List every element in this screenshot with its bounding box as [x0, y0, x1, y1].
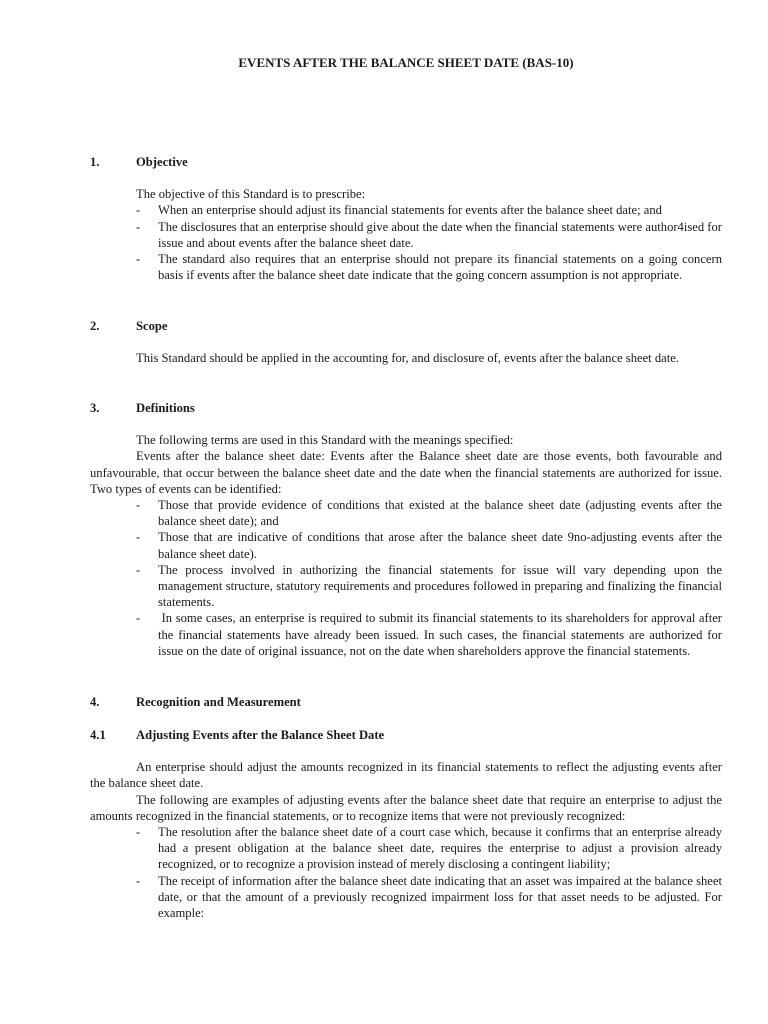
list-item: - In some cases, an enterprise is required to submit its financial statements to its shareholders for approval after the financial statements have already been issued. In such cases, the financial statements are authorized for issue on the date of original issuance, not on the date when shareholders approve the financial statements. [136, 611, 726, 658]
list-item: - When an enterprise should adjust its financial statements for events after the balance sheet date; and [136, 203, 662, 218]
bullet-list [90, 824, 722, 921]
section-heading [90, 400, 722, 416]
section-number: 3. [90, 401, 100, 415]
bullet-list [90, 497, 726, 659]
section-adjusting-events [90, 727, 722, 921]
section-recognition [90, 694, 722, 710]
section-heading [90, 694, 722, 710]
section-heading [90, 154, 722, 170]
section-heading [90, 318, 722, 334]
section-title: Recognition and Measurement [136, 695, 301, 709]
list-item: - The standard also requires that an enterprise should not prepare its financial statements on a going concern basis if events after the balance sheet date indicate that the going concern assumption is not appropriate. [136, 252, 722, 283]
list-item: - The receipt of information after the balance sheet date indicating that an asset was impaired at the balance sheet date, or that the amount of a previously recognized impairment loss for that asset needs to be adjusted. For example: [136, 873, 722, 921]
list-item: - The process involved in authorizing the financial statements for issue will vary depending upon the management structure, statutory requirements and procedures followed in preparing and finalizing the financial statements. [136, 562, 722, 610]
paragraph: Events after the balance sheet date: Events after the Balance sheet date are those events, both favourable and unfavourable, that occur between the balance sheet date and the date when the financial statements are authorized for issue. Two types of events can be identified: [90, 449, 722, 496]
section-title: Scope [136, 319, 168, 333]
section-scope [90, 318, 722, 366]
section-number: 1. [90, 155, 100, 169]
paragraph: This Standard should be applied in the accounting for, and disclosure of, events after the balance sheet date. [136, 351, 679, 366]
paragraph: The following are examples of adjusting events after the balance sheet date that require an enterprise to adjust the amounts recognized in the financial statements, or to recognize items that were not previously recognized: [90, 792, 722, 823]
paragraph: The following terms are used in this Standard with the meanings specified: [136, 433, 514, 448]
section-heading [90, 727, 722, 743]
list-item: - The resolution after the balance sheet date of a court case which, because it confirms that an enterprise already had a present obligation at the balance sheet date, requires the enterprise to adjust a provision already recognized, or to recognize a provision instead of merely disclosing a contingent liability; [136, 825, 722, 872]
section-number: 4.1 [90, 728, 106, 742]
section-number: 4. [90, 695, 100, 709]
section-title: Objective [136, 155, 188, 169]
paragraph: An enterprise should adjust the amounts recognized in its financial statements to reflect the adjusting events after the balance sheet date. [90, 760, 722, 791]
section-number: 2. [90, 319, 100, 333]
section-objective [90, 154, 722, 283]
list-item: - Those that provide evidence of conditions that existed at the balance sheet date (adjusting events after the balance sheet date); and [136, 498, 722, 529]
list-item: - Those that are indicative of conditions that arose after the balance sheet date 9no-adjusting events after the balance sheet date). [136, 530, 722, 561]
section-title: Definitions [136, 401, 195, 415]
document-title: EVENTS AFTER THE BALANCE SHEET DATE (BAS-10) [238, 55, 574, 70]
bullet-list [90, 202, 722, 283]
section-definitions [90, 400, 726, 659]
list-item: - The disclosures that an enterprise should give about the date when the financial statements were author4ised for issue and about events after the balance sheet date. [136, 219, 722, 250]
paragraph: The objective of this Standard is to prescribe: [136, 187, 366, 202]
section-title: Adjusting Events after the Balance Sheet Date [136, 728, 385, 742]
